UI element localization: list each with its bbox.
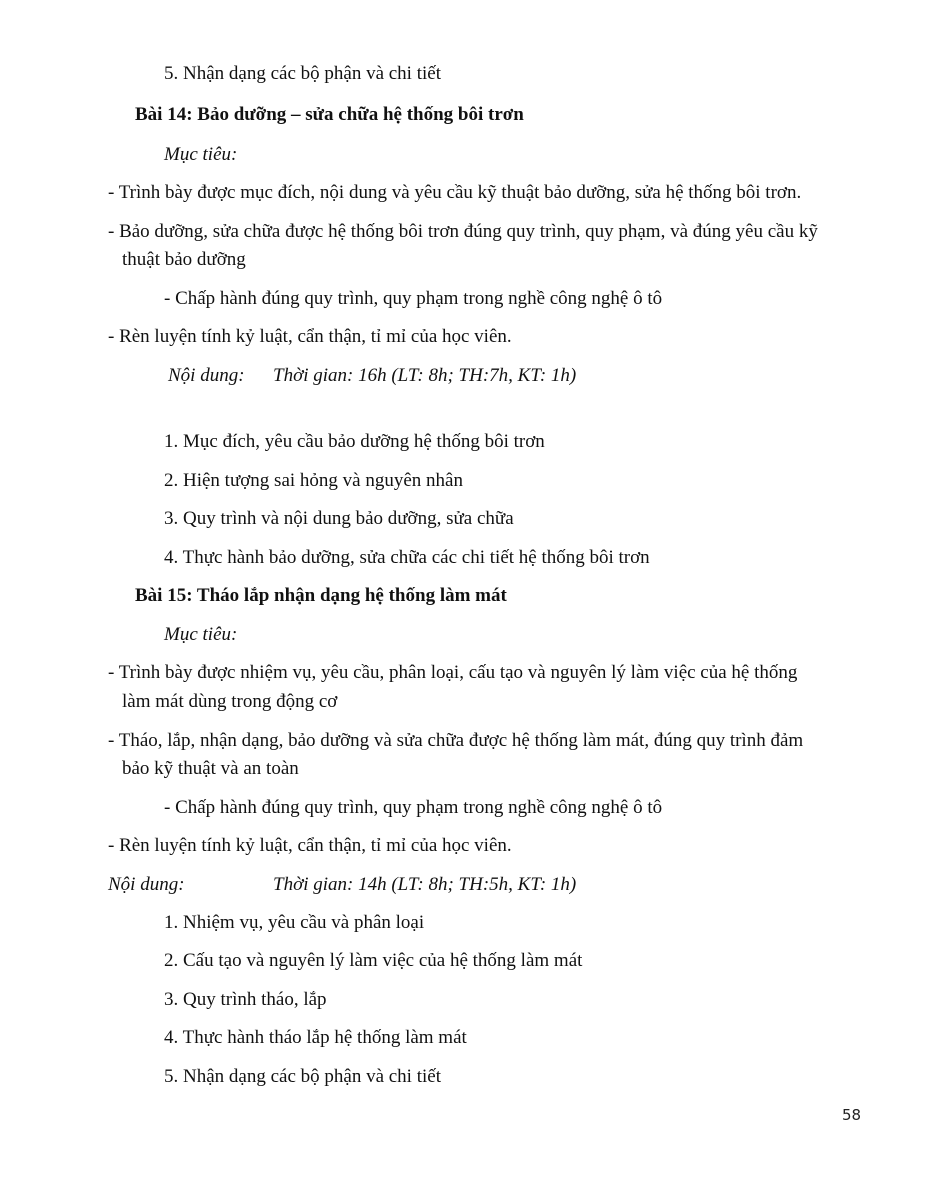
lesson-15-objective: - Tháo, lắp, nhận dạng, bảo dưỡng và sửa chữa được hệ thống làm mát, đúng quy trình đảm — [108, 730, 804, 751]
lesson-15-title: Bài 15: Tháo lắp nhận dạng hệ thống làm mát — [135, 585, 507, 606]
lesson-14-objective: - Rèn luyện tính kỷ luật, cẩn thận, tỉ mỉ của học viên. — [108, 326, 512, 347]
lesson-15-objective-cont: làm mát dùng trong động cơ — [122, 691, 338, 712]
lesson-14-item: 2. Hiện tượng sai hỏng và nguyên nhân — [164, 470, 463, 491]
lesson-14-objective: - Trình bày được mục đích, nội dung và yêu cầu kỹ thuật bảo dưỡng, sửa hệ thống bôi trơn. — [108, 182, 802, 203]
lesson-14-item: 3. Quy trình và nội dung bảo dưỡng, sửa chữa — [164, 508, 514, 529]
lesson-14-title: Bài 14: Bảo dưỡng – sửa chữa hệ thống bôi trơn — [135, 104, 524, 125]
lesson-14-objective-cont: thuật bảo dưỡng — [122, 249, 246, 270]
lesson-14-objective: - Bảo dưỡng, sửa chữa được hệ thống bôi trơn đúng quy trình, quy phạm, và đúng yêu cầu kỹ — [108, 221, 818, 242]
page-number: 58 — [842, 1106, 862, 1124]
lesson-15-objective: - Trình bày được nhiệm vụ, yêu cầu, phân loại, cấu tạo và nguyên lý làm việc của hệ thống — [108, 662, 798, 683]
lesson-15-objective-cont: bảo kỹ thuật và an toàn — [122, 758, 299, 779]
lesson-15-item: 2. Cấu tạo và nguyên lý làm việc của hệ thống làm mát — [164, 950, 583, 971]
lesson-14-objectives-label: Mục tiêu: — [164, 144, 238, 165]
lesson-15-objectives-label: Mục tiêu: — [164, 624, 238, 645]
lesson-15-item: 4. Thực hành tháo lắp hệ thống làm mát — [164, 1027, 467, 1048]
lesson-15-content-label: Nội dung: — [108, 874, 185, 895]
lesson-14-objective: - Chấp hành đúng quy trình, quy phạm trong nghề công nghệ ô tô — [164, 288, 663, 309]
list-item: 5. Nhận dạng các bộ phận và chi tiết — [164, 63, 441, 84]
lesson-14-item: 4. Thực hành bảo dưỡng, sửa chữa các chi tiết hệ thống bôi trơn — [164, 547, 650, 568]
lesson-15-time: Thời gian: 14h (LT: 8h; TH:5h, KT: 1h) — [273, 874, 577, 895]
lesson-14-time: Thời gian: 16h (LT: 8h; TH:7h, KT: 1h) — [273, 365, 577, 386]
lesson-15-item: 1. Nhiệm vụ, yêu cầu và phân loại — [164, 912, 425, 933]
lesson-15-objective: - Chấp hành đúng quy trình, quy phạm trong nghề công nghệ ô tô — [164, 797, 663, 818]
lesson-15-item: 3. Quy trình tháo, lắp — [164, 989, 327, 1010]
lesson-15-item: 5. Nhận dạng các bộ phận và chi tiết — [164, 1066, 441, 1087]
lesson-14-content-label: Nội dung: — [168, 365, 245, 386]
lesson-14-item: 1. Mục đích, yêu cầu bảo dưỡng hệ thống bôi trơn — [164, 431, 545, 452]
lesson-15-objective: - Rèn luyện tính kỷ luật, cẩn thận, tỉ mỉ của học viên. — [108, 835, 512, 856]
